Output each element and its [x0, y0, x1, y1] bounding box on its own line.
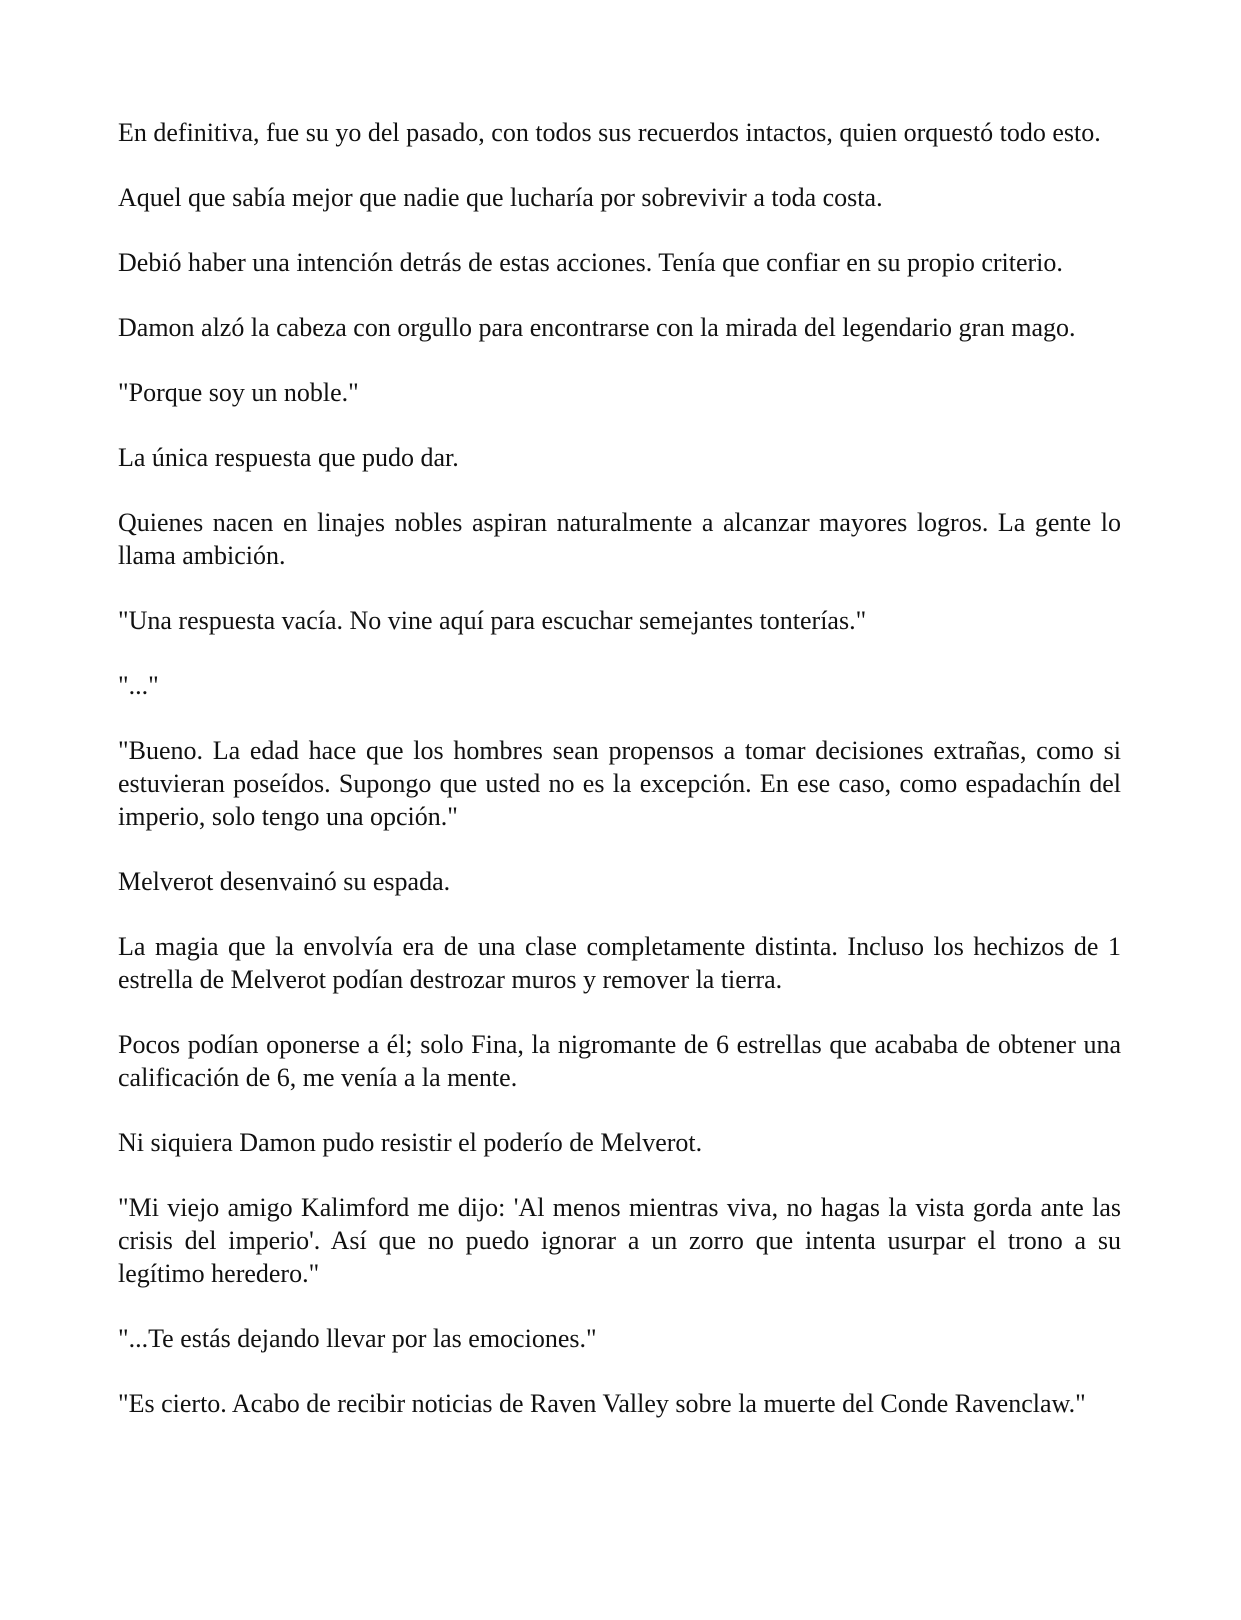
paragraph: Damon alzó la cabeza con orgullo para encontrarse con la mirada del legendario gran mago.	[118, 313, 1076, 342]
paragraph: "Es cierto. Acabo de recibir noticias de Raven Valley sobre la muerte del Conde Ravenclaw."	[118, 1389, 1086, 1418]
body-text	[118, 116, 1121, 1420]
paragraph: Debió haber una intención detrás de estas acciones. Tenía que confiar en su propio criterio.	[118, 248, 1063, 277]
paragraph: La magia que la envolvía era de una clase completamente distinta. Incluso los hechizos de 1 estrella de Melverot podían destrozar muros y remover la tierra.	[118, 932, 1121, 994]
paragraph: "Mi viejo amigo Kalimford me dijo: 'Al menos mientras viva, no hagas la vista gorda ante las crisis del imperio'. Así que no puedo ignorar a un zorro que intenta usurpar el trono a su legítimo heredero."	[118, 1193, 1121, 1288]
paragraph: Quienes nacen en linajes nobles aspiran naturalmente a alcanzar mayores logros. La gente lo llama ambición.	[118, 508, 1121, 570]
paragraph: "..."	[118, 671, 159, 700]
paragraph: "Bueno. La edad hace que los hombres sean propensos a tomar decisiones extrañas, como si estuvieran poseídos. Supongo que usted no es la excepción. En ese caso, como espadachín del imperio, solo tengo una opción."	[118, 736, 1121, 831]
paragraph: Ni siquiera Damon pudo resistir el poderío de Melverot.	[118, 1128, 703, 1157]
paragraph: En definitiva, fue su yo del pasado, con todos sus recuerdos intactos, quien orquestó todo esto.	[118, 118, 1101, 147]
paragraph: Aquel que sabía mejor que nadie que lucharía por sobrevivir a toda costa.	[118, 183, 883, 212]
paragraph: "...Te estás dejando llevar por las emociones."	[118, 1324, 597, 1353]
paragraph: "Porque soy un noble."	[118, 378, 359, 407]
paragraph: "Una respuesta vacía. No vine aquí para escuchar semejantes tonterías."	[118, 606, 867, 635]
paragraph: La única respuesta que pudo dar.	[118, 443, 459, 472]
paragraph: Pocos podían oponerse a él; solo Fina, la nigromante de 6 estrellas que acababa de obtener una calificación de 6, me venía a la mente.	[118, 1030, 1121, 1092]
paragraph: Melverot desenvainó su espada.	[118, 867, 451, 896]
